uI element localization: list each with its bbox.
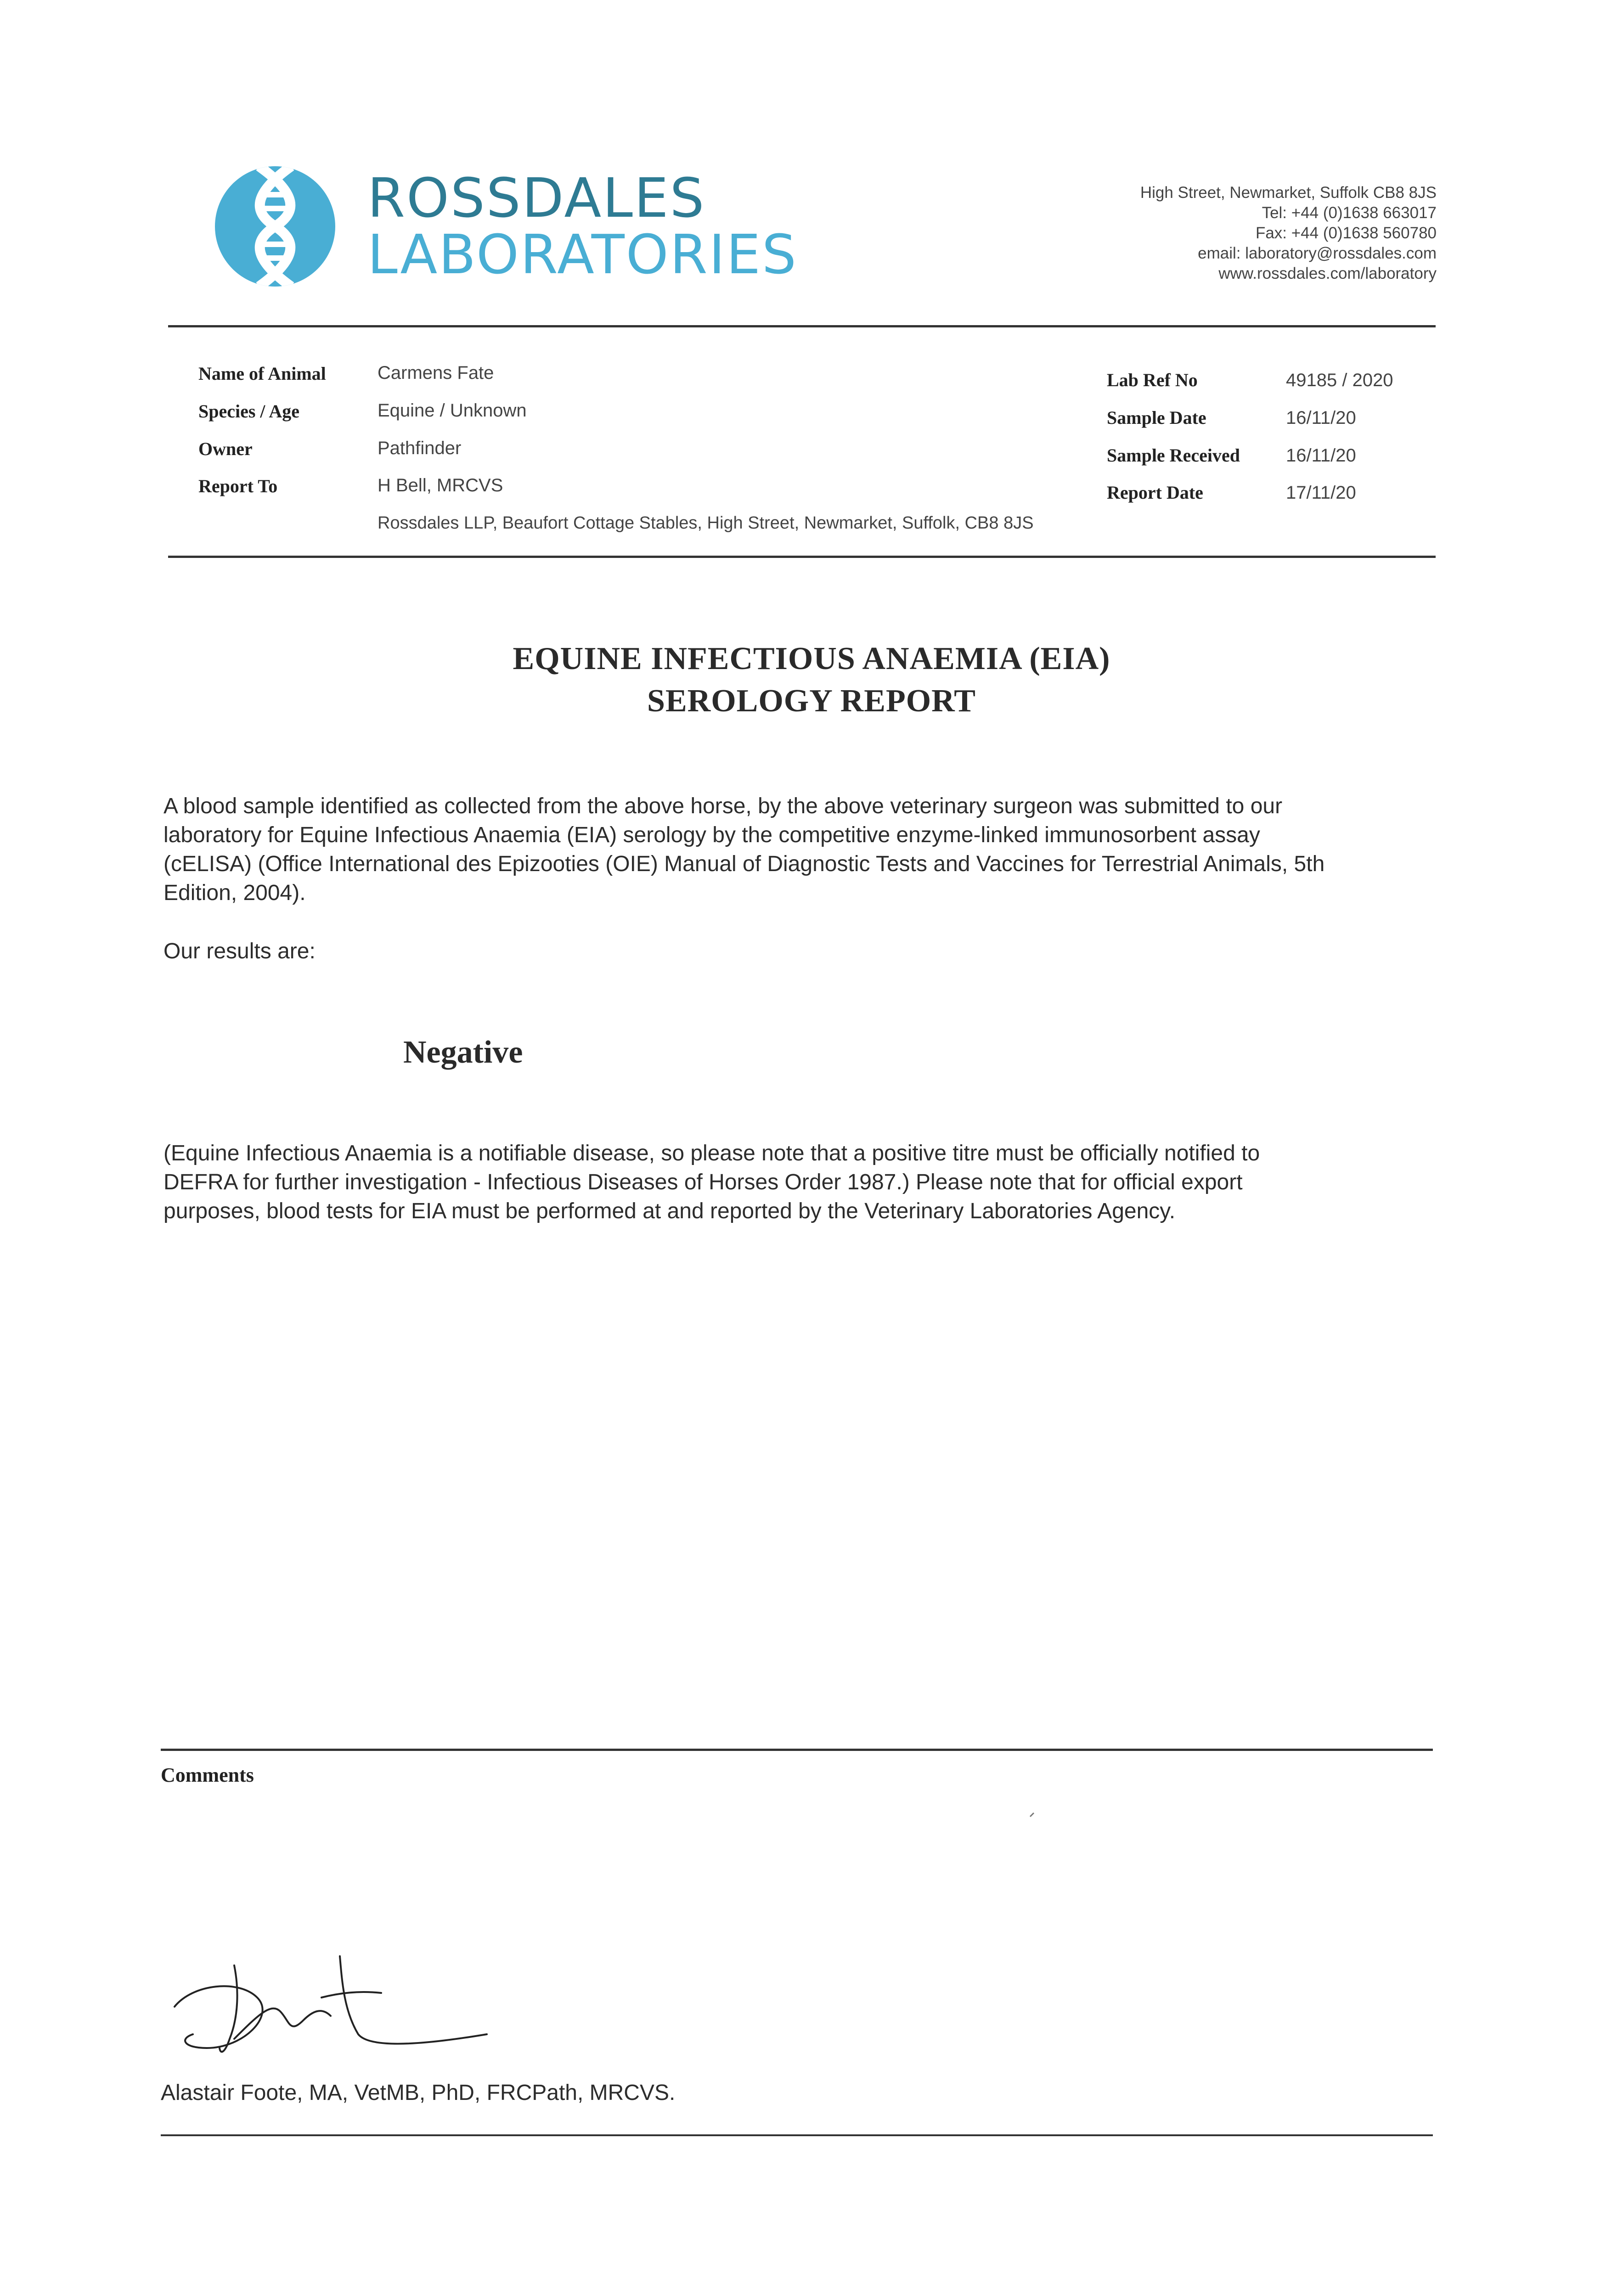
lab-ref-no-label: Lab Ref No (1107, 370, 1198, 390)
brand-name-line-1: ROSSDALES (367, 166, 706, 230)
signatory-name: Alastair Foote, MA, VetMB, PhD, FRCPath, MRCVS. (161, 2081, 676, 2105)
intro-line: laboratory for Equine Infectious Anaemia (EIA) serology by the competitive enzyme-linked immunosorbent assay (163, 823, 1260, 847)
handwritten-signature (165, 1947, 496, 2066)
dna-helix-icon (215, 166, 335, 287)
notifiable-disease-note (163, 1139, 1260, 1226)
report-date-label: Report Date (1107, 482, 1203, 503)
intro-line: (cELISA) (Office International des Epizooties (OIE) Manual of Diagnostic Tests and Vaccines for Terrestrial Animals, 5th (163, 852, 1325, 876)
details-divider (168, 556, 1436, 558)
report-to-address: Rossdales LLP, Beaufort Cottage Stables, High Street, Newmarket, Suffolk, CB8 8JS (378, 513, 1034, 533)
name-of-animal-label: Name of Animal (198, 363, 326, 384)
stray-pen-mark (1029, 1812, 1035, 1818)
lab-website: www.rossdales.com/laboratory (1218, 264, 1437, 282)
sample-date-value: 16/11/20 (1286, 408, 1356, 428)
note-line: (Equine Infectious Anaemia is a notifiable disease, so please note that a positive titre must be officially notified to (163, 1141, 1260, 1165)
intro-paragraph (163, 792, 1324, 907)
owner-label: Owner (198, 439, 253, 459)
lab-contact-block (1140, 183, 1437, 284)
note-line: purposes, blood tests for EIA must be performed at and reported by the Veterinary Laboratories Agency. (163, 1199, 1176, 1223)
lab-address: High Street, Newmarket, Suffolk CB8 8JS (1140, 184, 1437, 202)
lab-telephone: Tel: +44 (0)1638 663017 (1262, 204, 1437, 222)
header-divider (168, 325, 1436, 327)
note-line: DEFRA for further investigation - Infectious Diseases of Horses Order 1987.) Please note that for official export (163, 1170, 1243, 1194)
owner-value: Pathfinder (378, 438, 462, 458)
report-subtitle: SEROLOGY REPORT (647, 683, 976, 719)
sample-date-label: Sample Date (1107, 407, 1206, 428)
results-intro: Our results are: (163, 939, 316, 963)
sample-received-label: Sample Received (1107, 445, 1240, 466)
intro-line: A blood sample identified as collected from the above horse, by the above veterinary surgeon was submitted to our (163, 794, 1283, 818)
test-result: Negative (403, 1035, 523, 1070)
brand-name-line-2: LABORATORIES (367, 223, 798, 286)
report-to-value: H Bell, MRCVS (378, 475, 503, 495)
lab-email: email: laboratory@rossdales.com (1198, 244, 1437, 262)
lab-ref-no-value: 49185 / 2020 (1286, 370, 1393, 390)
comments-divider (161, 1749, 1433, 1751)
species-age-label: Species / Age (198, 401, 299, 422)
report-title: EQUINE INFECTIOUS ANAEMIA (EIA) (513, 641, 1110, 676)
sample-received-value: 16/11/20 (1286, 445, 1356, 466)
lab-fax: Fax: +44 (0)1638 560780 (1255, 224, 1437, 242)
report-to-label: Report To (198, 476, 278, 496)
comments-label: Comments (161, 1764, 254, 1786)
species-age-value: Equine / Unknown (378, 400, 527, 421)
intro-line: Edition, 2004). (163, 881, 306, 905)
report-date-value: 17/11/20 (1286, 483, 1356, 503)
footer-divider (161, 2134, 1433, 2136)
name-of-animal-value: Carmens Fate (378, 363, 494, 383)
